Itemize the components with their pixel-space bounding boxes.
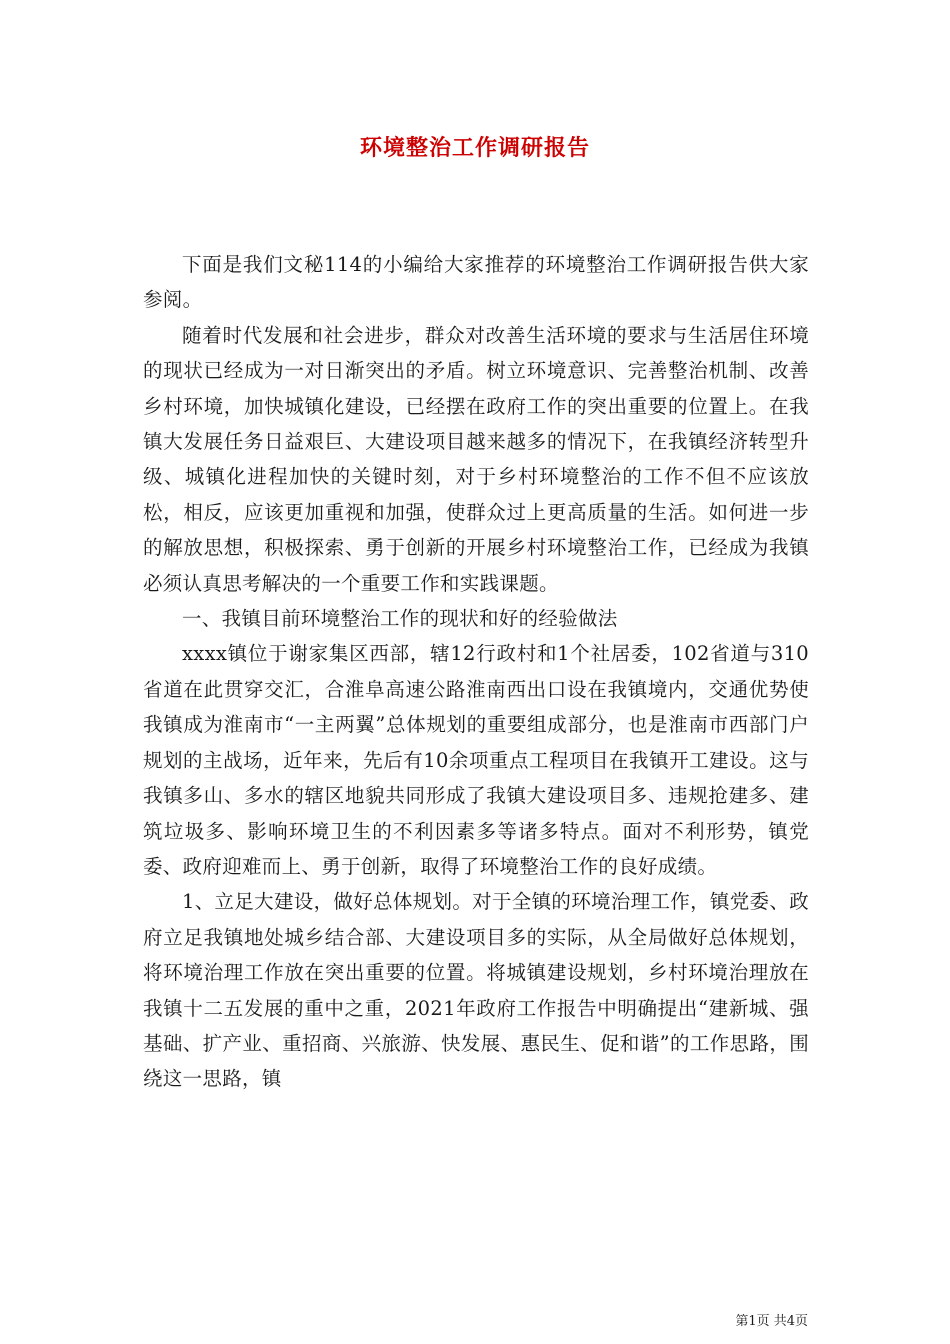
document-title: 环境整治工作调研报告 [359,135,590,161]
planning-paragraph: 1、立足大建设，做好总体规划。对于全镇的环境治理工作，镇党委、政府立足我镇地处城乡结合部、大建设项目多的实际，从全局做好总体规划，将环境治理工作放在突出重要的位置。将城镇建设规划，乡村环境治理放在我镇十二五发展的重中之重，2021年政府工作报告中明确提出“建新城、强基础、扩产业、重招商、兴旅游、快发展、惠民生、促和谐”的工作思路，围绕这一思路，镇 [143,890,809,1091]
document-body [143,247,809,1097]
town-overview-paragraph: xxxx镇位于谢家集区西部，辖12行政村和1个社居委，102省道与310省道在此贯穿交汇，合淮阜高速公路淮南西出口设在我镇境内，交通优势使我镇成为淮南市“一主两翼”总体规划的重要组成部分，也是淮南市西部门户规划的主战场，近年来，先后有10余项重点工程项目在我镇开工建设。这与我镇多山、多水的辖区地貌共同形成了我镇大建设项目多、违规抢建多、建筑垃圾多、影响环境卫生的不利因素多等诸多特点。面对不利形势，镇党委、政府迎难而上、勇于创新，取得了环境整治工作的良好成绩。 [143,642,809,878]
background-paragraph: 随着时代发展和社会进步，群众对改善生活环境的要求与生活居住环境的现状已经成为一对日渐突出的矛盾。树立环境意识、完善整治机制、改善乡村环境，加快城镇化建设，已经摆在政府工作的突出重要的位置上。在我镇大发展任务日益艰巨、大建设项目越来越多的情况下，在我镇经济转型升级、城镇化进程加快的关键时刻，对于乡村环境整治的工作不但不应该放松，相反，应该更加重视和加强，使群众过上更高质量的生活。如何进一步的解放思想，积极探索、勇于创新的开展乡村环境整治工作，已经成为我镇必须认真思考解决的一个重要工作和实践课题。 [143,323,809,595]
section-heading: 一、我镇目前环境整治工作的现状和好的经验做法 [182,607,618,631]
intro-paragraph: 下面是我们文秘114的小编给大家推荐的环境整治工作调研报告供大家参阅。 [143,253,809,312]
page-number: 第1页 共4页 [735,1314,808,1329]
